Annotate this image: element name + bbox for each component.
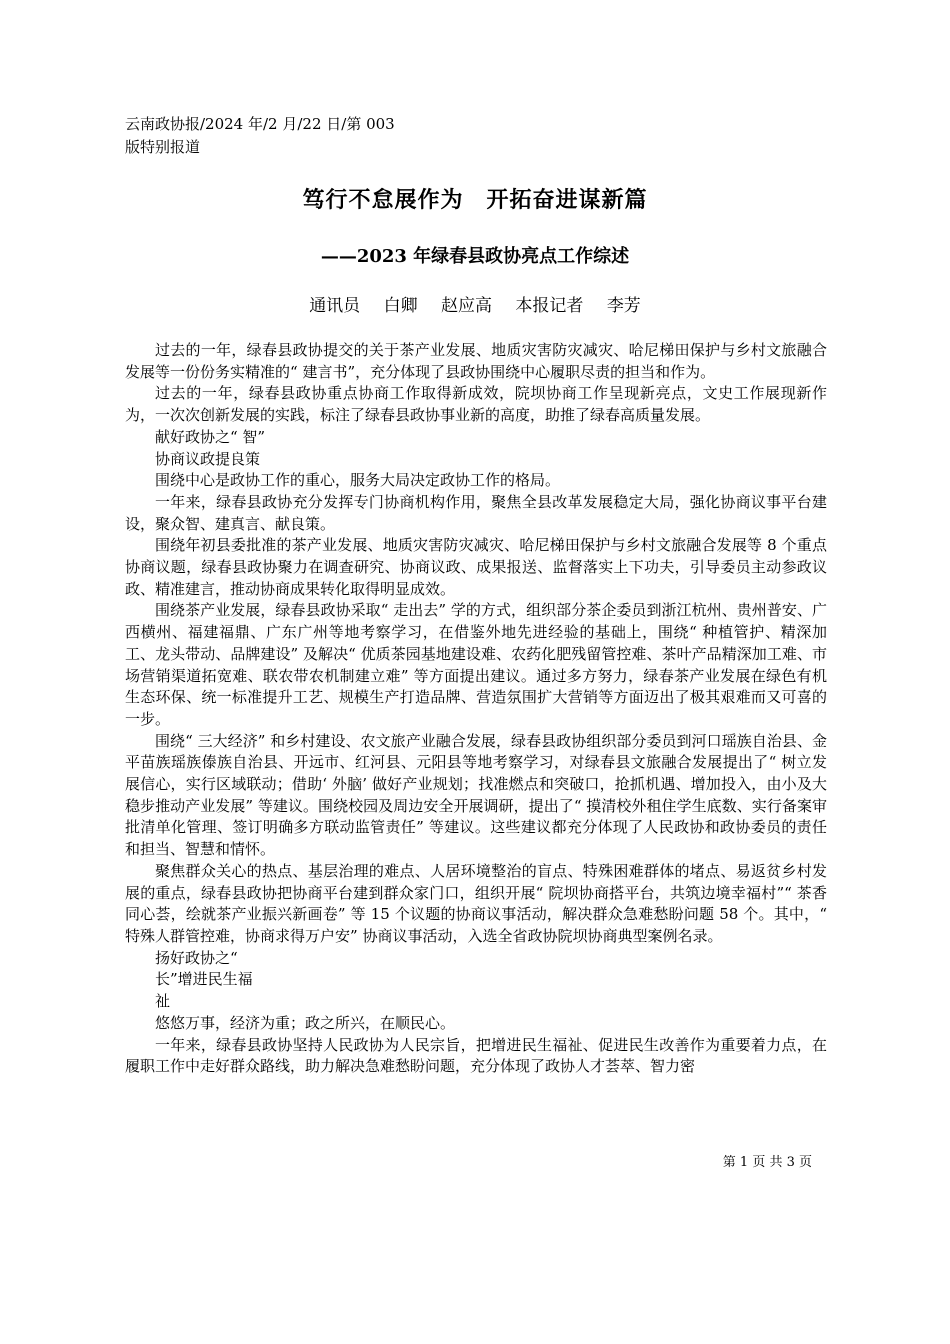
paragraph: 围绕中心是政协工作的重心，服务大局决定政协工作的格局。 [155, 471, 561, 490]
byline-author: 白卿 [383, 296, 418, 316]
section-heading: 献好政协之“ 智” [155, 427, 266, 446]
page-number: 第 1 页 共 3 页 [722, 1155, 812, 1170]
paragraph: 聚焦群众关心的热点、基层治理的难点、人居环境整治的盲点、特殊困难群体的堵点、易返贫乡村发展的重点，绿春县政协把协商平台建到群众家门口，组织开展“ 院坝协商搭平台，共筑边境幸福村”“ 茶香同心荟，绘就茶产业振兴新画卷” 等 15 个议题的协商议事活动，解决群众急难愁盼问题 58 个。其中，“ 特殊人群管控难，协商求得万户安” 协商议事活动，入选全省政协院坝协商典型案例名录。 [125, 861, 827, 945]
paragraph: 悠悠万事，经济为重；政之所兴，在顺民心。 [155, 1013, 456, 1032]
section-heading: 祉 [155, 992, 171, 1011]
paragraph: 围绕茶产业发展，绿春县政协采取“ 走出去” 学的方式，组织部分茶企委员到浙江杭州、贵州普安、广西横州、福建福鼎、广东广州等地考察学习，在借鉴外地先进经验的基础上，围绕“ 种植管护、精深加工、龙头带动、品牌建设” 及解决“ 优质茶园基地建设难、农药化肥残留管控难、茶叶产品精深加工难、市场营销渠道拓宽难、联农带农机制建立难” 等方面提出建议。通过多方努力，绿春茶产业发展在绿色有机生态环保、统一标准提升工艺、规模生产打造品牌、营造氛围扩大营销等方面迈出了极其艰难而又可喜的一步。 [125, 601, 827, 728]
paragraph: 一年来，绿春县政协坚持人民政协为人民宗旨，把增进民生福祉、促进民生改善作为重要着力点，在履职工作中走好群众路线，助力解决急难愁盼问题，充分体现了政协人才荟萃、智力密 [125, 1035, 827, 1076]
byline-author: 赵应高 [441, 296, 492, 316]
paragraph: 一年来，绿春县政协充分发挥专门协商机构作用，聚焦全县改革发展稳定大局，强化协商议事平台建设，聚众智、建真言、献良策。 [125, 492, 827, 533]
source-line-1: 云南政协报/2024 年/2 月/22 日/第 003 [125, 115, 395, 133]
article-subtitle: ——2023 年绿春县政协亮点工作综述 [320, 246, 630, 267]
section-heading: 长”增进民生福 [155, 970, 253, 989]
paragraph: 过去的一年，绿春县政协重点协商工作取得新成效，院坝协商工作呈现新亮点，文史工作展现新作为，一次次创新发展的实践，标注了绿春县政协事业新的高度，助推了绿春高质量发展。 [125, 384, 827, 425]
article-title: 笃行不怠展作为 开拓奋进谋新篇 [302, 187, 648, 213]
paragraph: 围绕年初县委批准的茶产业发展、地质灾害防灾减灾、哈尼梯田保护与乡村文旅融合发展等 8 个重点协商议题，绿春县政协聚力在调查研究、协商议政、成果报送、监督落实上下功夫，引导委员主动参政议政、精准建言，推动协商成果转化取得明显成效。 [125, 536, 827, 598]
article-body [125, 340, 827, 1078]
byline-role-correspondent: 通讯员 [309, 296, 361, 316]
byline-author: 李芳 [606, 296, 641, 316]
byline-role-reporter: 本报记者 [515, 296, 584, 316]
paragraph: 围绕“ 三大经济” 和乡村建设、农文旅产业融合发展，绿春县政协组织部分委员到河口瑶族自治县、金平苗族瑶族傣族自治县、开远市、红河县、元阳县等地考察学习，对绿春县文旅融合发展提出了“ 树立发展信心，实行区域联动；借助‘ 外脑’ 做好产业规划；找准燃点和突破口，抢抓机遇、增加投入，由小及大稳步推动产业发展” 等建议。围绕校园及周边安全开展调研，提出了“ 摸清校外租住学生底数、实行备案审批清单化管理、签订明确多方联动监管责任” 等建议。这些建议都充分体现了人民政协和政协委员的责任和担当、智慧和情怀。 [125, 731, 827, 859]
paragraph: 过去的一年，绿春县政协提交的关于茶产业发展、地质灾害防灾减灾、哈尼梯田保护与乡村文旅融合发展等一份份务实精准的“ 建言书”，充分体现了县政协围绕中心履职尽责的担当和作为。 [125, 341, 827, 381]
section-heading: 协商议政提良策 [155, 449, 261, 468]
source-citation [125, 113, 395, 159]
section-heading: 扬好政协之“ [155, 948, 238, 967]
source-line-2: 版特别报道 [125, 138, 201, 156]
byline [0, 291, 950, 316]
